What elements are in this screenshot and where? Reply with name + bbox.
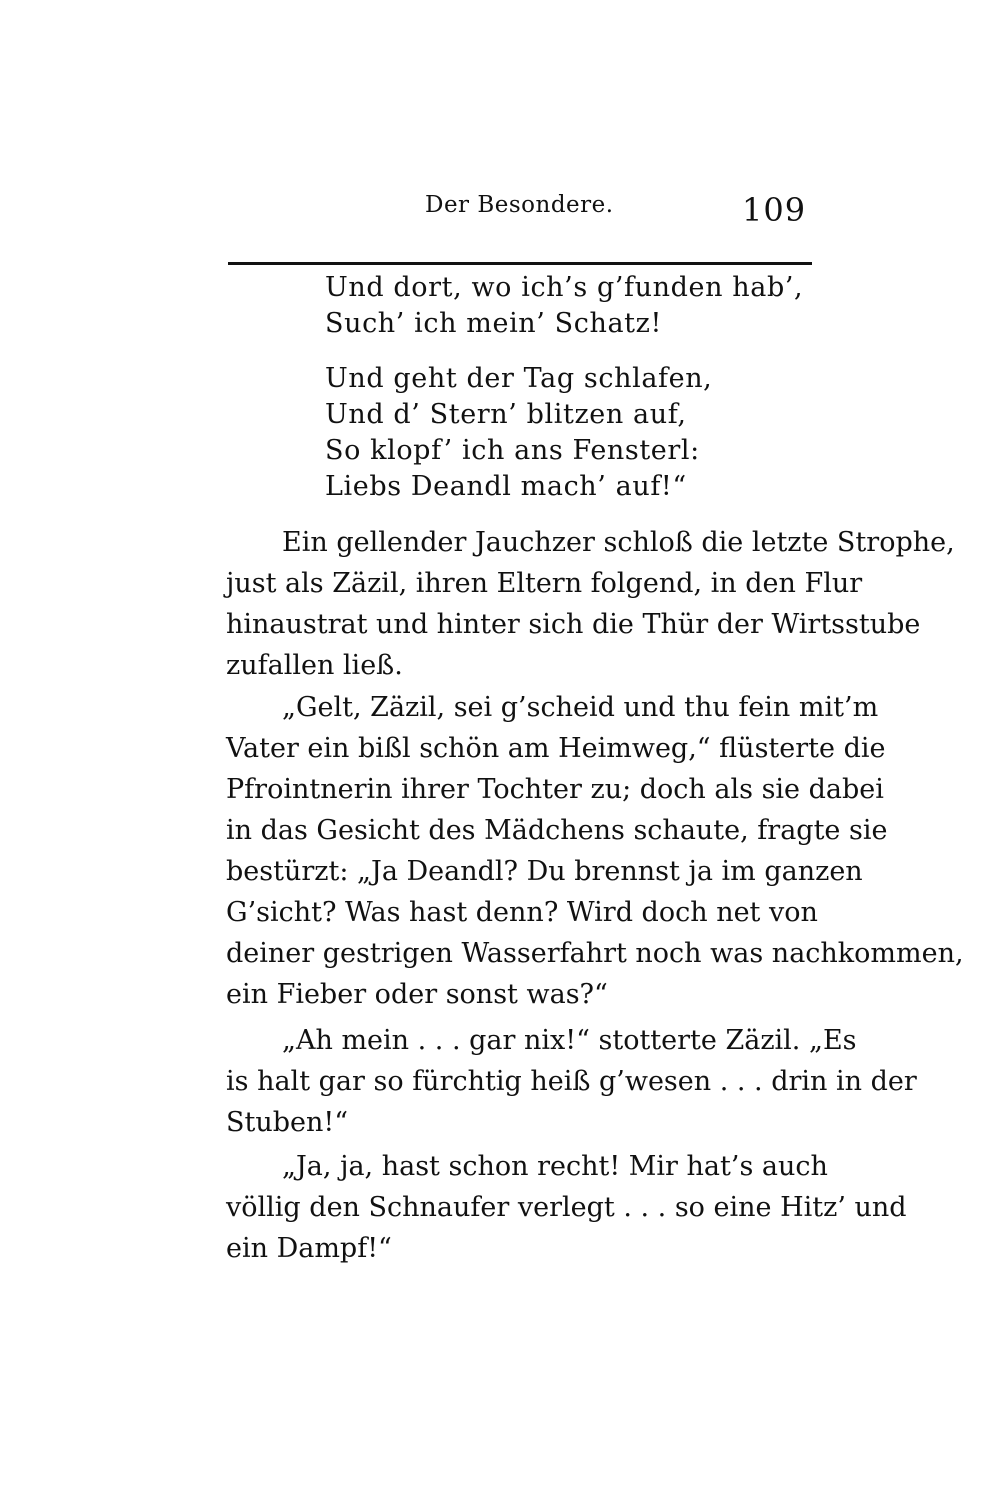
text-line: in das Gesicht des Mädchens schaute, fragte sie — [226, 815, 888, 846]
text-line: ein Dampf!“ — [226, 1233, 392, 1264]
text-line: „Ah mein . . . gar nix!“ stotterte Zäzil. „Es — [282, 1025, 857, 1056]
text-line: Stuben!“ — [226, 1107, 349, 1138]
paragraph-2 — [226, 687, 964, 1015]
text-line: Pfrointnerin ihrer Tochter zu; doch als sie dabei — [226, 774, 884, 805]
header-rule — [228, 262, 812, 265]
verse-line: So klopf’ ich ans Fensterl: — [325, 435, 700, 466]
page-number: 109 — [742, 191, 807, 229]
text-line: Ein gellender Jauchzer schloß die letzte Strophe, — [282, 527, 955, 558]
verse-line: Und d’ Stern’ blitzen auf, — [325, 399, 687, 430]
text-line: is halt gar so fürchtig heiß g’wesen . . . drin in der — [226, 1066, 917, 1097]
verse-line: Liebs Deandl mach’ auf!“ — [325, 471, 687, 502]
text-line: ein Fieber oder sonst was?“ — [226, 979, 608, 1010]
text-line: bestürzt: „Ja Deandl? Du brennst ja im ganzen — [226, 856, 863, 887]
verse-stanza-1 — [325, 270, 803, 342]
text-line: hinaustrat und hinter sich die Thür der Wirtsstube — [226, 609, 921, 640]
text-line: just als Zäzil, ihren Eltern folgend, in den Flur — [226, 568, 863, 599]
running-head: Der Besondere. — [425, 192, 614, 218]
verse-stanza-2 — [325, 361, 712, 505]
text-line: G’sicht? Was hast denn? Wird doch net von — [226, 897, 818, 928]
text-line: zufallen ließ. — [226, 650, 403, 681]
text-line: „Ja, ja, hast schon recht! Mir hat’s auch — [282, 1151, 828, 1182]
paragraph-1 — [226, 522, 955, 686]
verse-line: Und dort, wo ich’s g’funden hab’, — [325, 272, 804, 303]
paragraph-4 — [226, 1146, 907, 1269]
verse-line: Und geht der Tag schlafen, — [325, 363, 713, 394]
text-line: Vater ein bißl schön am Heimweg,“ flüsterte die — [226, 733, 886, 764]
paragraph-3 — [226, 1020, 917, 1143]
text-line: völlig den Schnaufer verlegt . . . so eine Hitz’ und — [226, 1192, 907, 1223]
text-line: deiner gestrigen Wasserfahrt noch was nachkommen, — [226, 938, 964, 969]
text-line: „Gelt, Zäzil, sei g’scheid und thu fein mit’m — [282, 692, 879, 723]
verse-line: Such’ ich mein’ Schatz! — [325, 308, 662, 339]
